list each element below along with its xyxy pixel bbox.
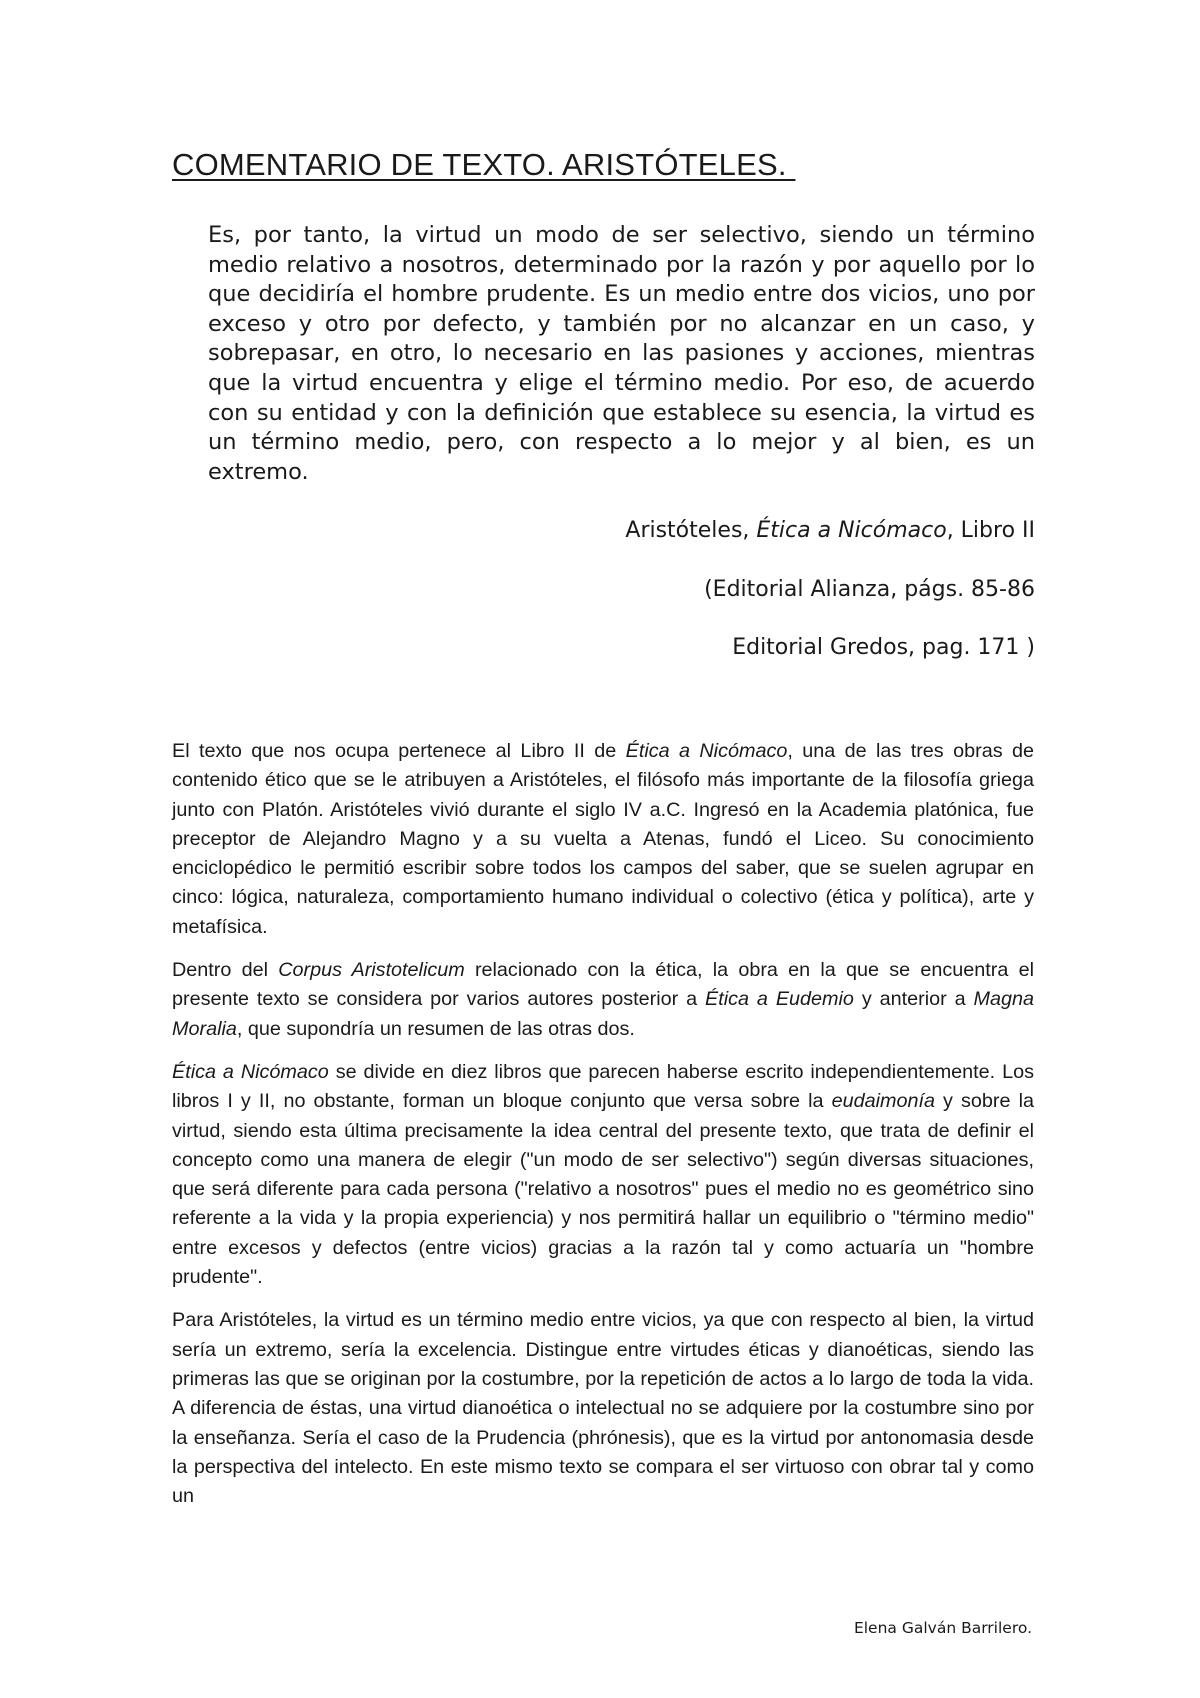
quote-block: Es, por tanto, la virtud un modo de ser selectivo, siendo un término medio relativo a nosotros, determinado por la razón y por aquello por lo que decidiría el hombre prudente. Es un medio entre dos vicios, uno por exceso y otro por defecto, y también por no alcanzar en un caso, y sobrepasar, en otro, lo necesario en las pasiones y acciones, mientras que la virtud encuentra y elige el término medio. Por eso, de acuerdo con su entidad y con la definición que establece su esencia, la virtud es un término medio, pero, con respecto a lo mejor y al bien, es un extremo.: [208, 222, 1035, 485]
commentary-body: [172, 737, 1034, 1525]
citation-work: Ética a Nicómaco: [756, 518, 947, 543]
paragraph-2: Dentro del Corpus Aristotelicum relacionado con la ética, la obra en la que se encuentra el presente texto se considera por varios autores posterior a Ética a Eudemio y anterior a Magna Moralia, que supondría un resumen de las otras dos.: [172, 959, 1034, 1040]
footer-author: Elena Galván Barrilero.: [853, 1619, 1032, 1637]
citation-book: , Libro II: [946, 518, 1035, 543]
citation-author: Aristóteles,: [625, 518, 757, 543]
citation-edition-alianza: (Editorial Alianza, págs. 85-86: [704, 577, 1035, 602]
paragraph-4: Para Aristóteles, la virtud es un término medio entre vicios, ya que con respecto al bien, la virtud sería un extremo, sería la excelencia. Distingue entre virtudes éticas y dianoéticas, siendo las primeras las que se originan por la costumbre, por la repetición de actos a lo largo de toda la vida. A diferencia de éstas, una virtud dianoética o intelectual no se adquiere por la costumbre sino por la enseñanza. Sería el caso de la Prudencia (phrónesis), que es la virtud por antonomasia desde la perspectiva del intelecto. En este mismo texto se compara el ser virtuoso con obrar tal y como un: [172, 1309, 1034, 1508]
page-title: COMENTARIO DE TEXTO. ARISTÓTELES.: [172, 147, 796, 182]
citation-source: [625, 518, 1035, 543]
paragraph-1: El texto que nos ocupa pertenece al Libro II de Ética a Nicómaco, una de las tres obras de contenido ético que se le atribuyen a Aristóteles, el filósofo más importante de la filosofía griega junto con Platón. Aristóteles vivió durante el siglo IV a.C. Ingresó en la Academia platónica, fue preceptor de Alejandro Magno y a su vuelta a Atenas, fundó el Liceo. Su conocimiento enciclopédico le permitió escribir sobre todos los campos del saber, que se suelen agrupar en cinco: lógica, naturaleza, comportamiento humano individual o colectivo (ética y política), arte y metafísica.: [172, 740, 1034, 938]
citation-edition-gredos: Editorial Gredos, pag. 171 ): [732, 635, 1035, 660]
paragraph-3: Ética a Nicómaco se divide en diez libros que parecen haberse escrito independientemente. Los libros I y II, no obstante, forman un bloque conjunto que versa sobre la eudaimonía y sobre la virtud, siendo esta última precisamente la idea central del presente texto, que trata de definir el concepto como una manera de elegir ("un modo de ser selectivo") según diversas situaciones, que será diferente para cada persona ("relativo a nosotros" pues el medio no es geométrico sino referente a la vida y la propia experiencia) y nos permitirá hallar un equilibrio o "término medio" entre excesos y defectos (entre vicios) gracias a la razón tal y como actuaría un "hombre prudente".: [172, 1060, 1034, 1289]
